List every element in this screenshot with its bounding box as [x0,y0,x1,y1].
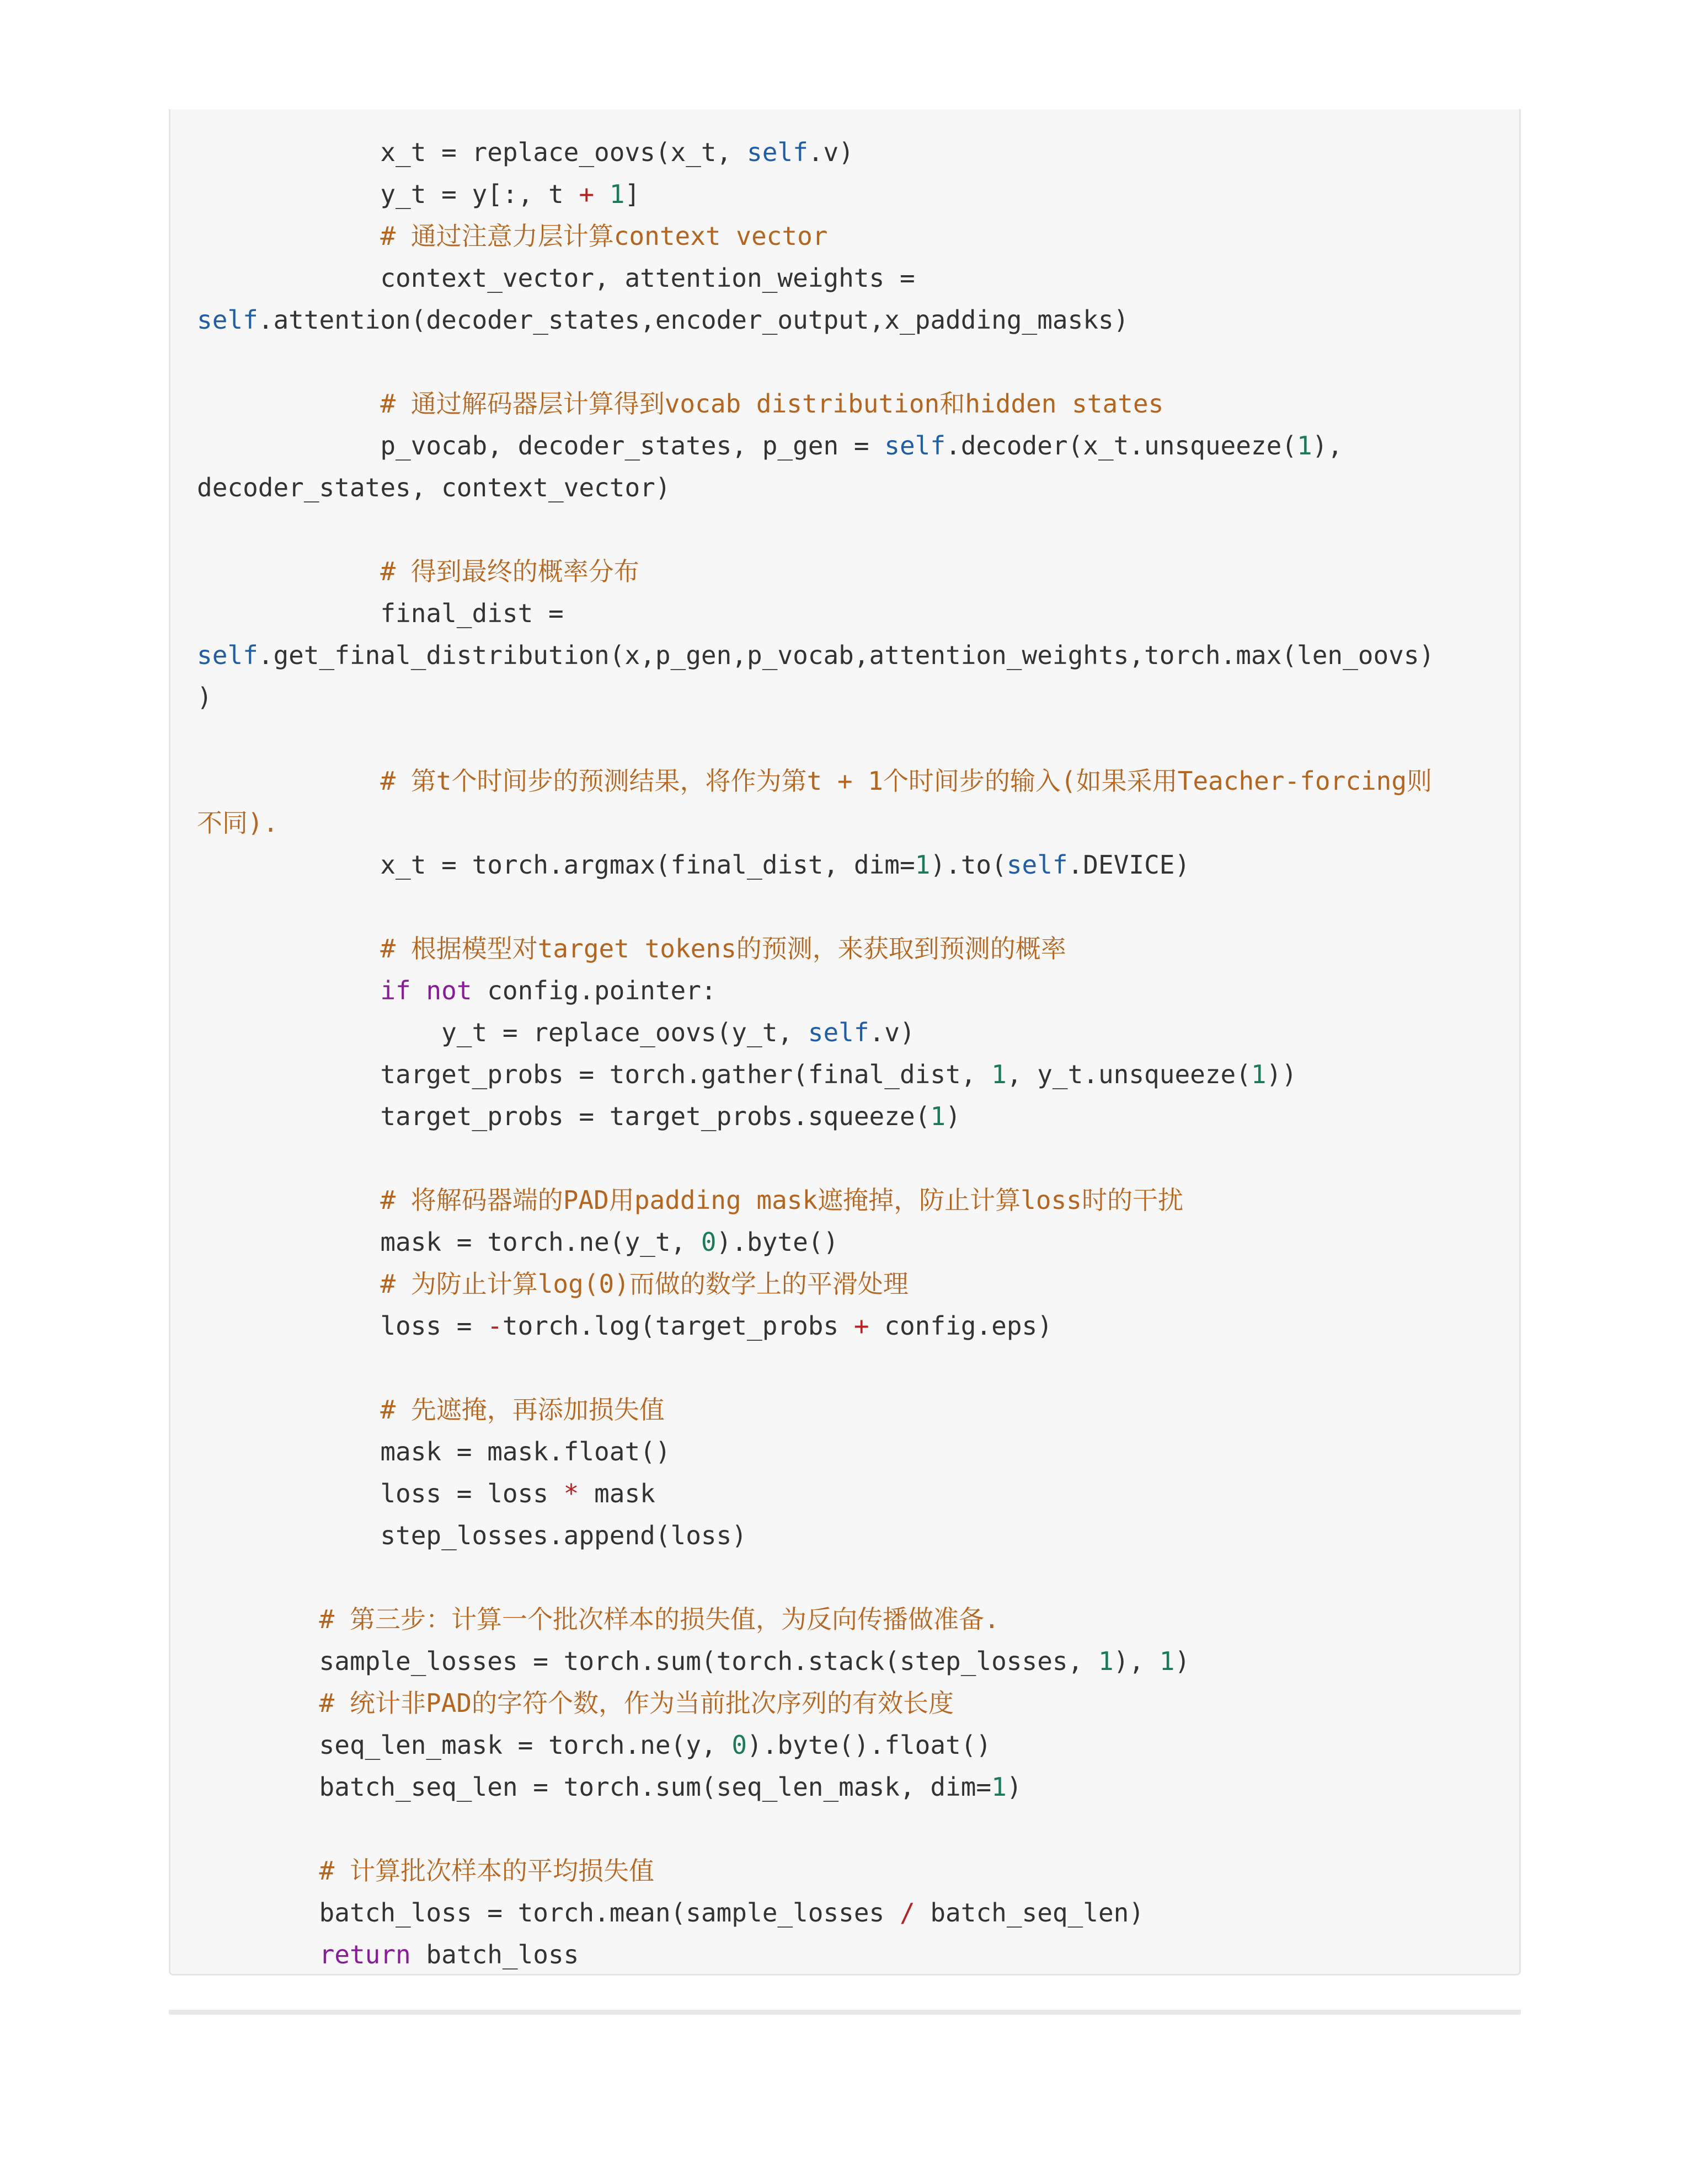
code-token: 1 [1159,1646,1175,1676]
code-token: 0 [731,1730,747,1760]
code-token: return [319,1940,411,1969]
code-token: PAD [425,1688,472,1718]
code-token: self [808,1018,869,1047]
code-token: 先遮掩，再添加损失值 [410,1395,665,1425]
code-token: 第 [410,766,436,796]
code-line [197,1473,655,1514]
code-line [197,550,639,592]
code-token: 时的干扰 [1081,1185,1183,1215]
code-token: + [853,1311,869,1341]
code-token: final_dist = [197,598,564,628]
code-token: x_t = replace_oovs(x_t, [197,137,747,167]
code-token: ) [946,1101,961,1131]
code-token: 1 [930,1101,946,1131]
code-token: 不同 [197,808,248,838]
code-token: config.eps) [869,1311,1053,1341]
code-line [197,425,1343,467]
code-token: self [197,640,258,670]
code-token: loss = [197,1311,488,1341]
code-line [197,1431,671,1473]
code-token: self [1006,850,1068,880]
code-token: 得到最终的概率分布 [410,556,639,586]
code-token: .decoder(x_t.unsqueeze( [946,431,1297,461]
code-token: 用 [608,1185,634,1215]
code-line [197,928,1066,970]
code-token: padding mask [634,1185,818,1215]
code-token: .v) [869,1018,915,1047]
code-token [197,976,380,1005]
code-token: 1 [915,850,931,880]
code-token: seq_len_mask = torch.ne(y, [197,1730,732,1760]
code-line [197,1095,961,1137]
code-token: .DEVICE) [1067,850,1190,880]
code-token: ) [1174,1646,1190,1676]
code-line [197,802,278,844]
code-token: Teacher-forcing [1177,766,1407,796]
code-token: ).to( [930,850,1007,880]
code-token: ), [1113,1646,1160,1676]
code-token: # [197,766,411,796]
code-token [197,1940,319,1969]
code-token: ).byte() [716,1227,839,1257]
code-token: 根据模型对 [410,934,538,963]
code-token: log(0) [537,1269,629,1299]
code-line [197,1892,1144,1934]
code-token: # [197,1604,350,1634]
code-token: . [984,1604,1000,1634]
code-line [197,173,640,215]
code-token: decoder_states, context_vector) [197,473,671,502]
code-line [197,760,1432,802]
code-line [197,1179,1183,1221]
code-token: ).byte().float() [747,1730,992,1760]
code-token: self [884,431,946,461]
code-token: + [579,179,595,209]
code-token: 通过注意力层计算 [410,221,614,251]
horizontal-divider [169,2010,1521,2015]
code-token: 计算批次样本的平均损失值 [349,1856,654,1886]
code-line [197,1934,579,1976]
code-token: batch_loss [410,1940,579,1969]
code-token: self [197,305,258,335]
code-token: mask = torch.ne(y_t, [197,1227,701,1257]
code-line [197,383,1163,425]
code-token: step_losses.append(loss) [197,1521,747,1550]
code-token: 和 [939,389,965,419]
code-block [169,109,1521,1976]
code-token: 将解码器端的 [410,1185,563,1215]
code-token: config.pointer: [472,976,717,1005]
code-token: # [197,1395,411,1425]
code-token: vocab distribution [664,389,940,419]
code-token: .get_final_distribution(x,p_gen,p_vocab,attention_weights,torch.max(len_oovs) [258,640,1435,670]
code-token: target_probs = target_probs.squeeze( [197,1101,931,1131]
code-token: torch.log(target_probs [502,1311,854,1341]
code-token: 1 [1297,431,1312,461]
code-line [197,1389,665,1431]
code-token: batch_loss = torch.mean(sample_losses [197,1898,900,1928]
code-token: self [747,137,808,167]
code-line [197,257,915,299]
code-line [197,467,671,508]
code-token: if not [380,976,472,1005]
code-token: # [197,1856,350,1886]
code-token: ), [1312,431,1343,461]
code-token: 则 [1407,766,1433,796]
code-token: 1 [991,1059,1007,1089]
code-token: 1 [991,1772,1007,1802]
code-line [197,1514,747,1556]
code-token: # [197,1269,411,1299]
code-token: 1 [1098,1646,1114,1676]
code-token: # [197,221,411,251]
code-token: context_vector, attention_weights = [197,263,915,293]
code-token: ( [1060,766,1076,796]
code-token: target tokens [537,934,736,963]
code-token: t + 1 [806,766,883,796]
code-line [197,970,717,1011]
code-line [197,131,854,173]
code-token: 0 [701,1227,717,1257]
code-line [197,634,1434,676]
code-token [594,179,610,209]
code-token: mask = mask.float() [197,1437,671,1466]
code-token: 1 [1251,1059,1267,1089]
code-token: .v) [808,137,854,167]
code-line [197,1598,1000,1640]
code-token: ) [1006,1772,1022,1802]
code-token: 如果采用 [1076,766,1178,796]
code-token: )) [1266,1059,1297,1089]
code-token: loss [1021,1185,1082,1215]
code-token: 遮掩掉，防止计算 [818,1185,1021,1215]
code-token: 的字符个数，作为当前批次序列的有效长度 [472,1688,954,1718]
code-token: hidden states [965,389,1164,419]
code-line [197,1305,1053,1347]
code-token: batch_seq_len = torch.sum(seq_len_mask, dim= [197,1772,992,1802]
code-line [197,1011,915,1053]
code-token: 统计非 [349,1688,426,1718]
code-token: # [197,1688,350,1718]
code-token: / [899,1898,915,1928]
code-line [197,299,1129,341]
code-token: # [197,556,411,586]
code-token: y_t = replace_oovs(y_t, [197,1018,808,1047]
code-line [197,215,827,257]
code-token: # [197,934,411,963]
code-line [197,1850,654,1892]
code-token: ). [248,808,279,838]
code-token: 为防止计算 [410,1269,538,1299]
code-token: batch_seq_len) [915,1898,1145,1928]
code-token: p_vocab, decoder_states, p_gen = [197,431,885,461]
code-token: x_t = torch.argmax(final_dist, dim= [197,850,915,880]
code-line [197,1724,991,1766]
code-token: 的预测，来获取到预测的概率 [736,934,1066,963]
code-line [197,1263,909,1305]
code-token: context vector [613,221,828,251]
code-token: * [563,1479,579,1508]
code-line [197,1053,1297,1095]
code-token: 个时间步的输入 [883,766,1061,796]
code-token: PAD [563,1185,609,1215]
code-line [197,676,212,718]
code-token: # [197,1185,411,1215]
code-token: t [436,766,452,796]
code-token: ) [197,682,212,712]
code-line [197,1221,838,1263]
code-token: y_t = y[:, t [197,179,579,209]
code-token: - [487,1311,503,1341]
code-token: loss = loss [197,1479,564,1508]
code-token: 个时间步的预测结果，将作为第 [451,766,807,796]
code-line [197,1766,1022,1808]
code-token: sample_losses = torch.sum(torch.stack(step_losses, [197,1646,1098,1676]
code-line [197,1640,1190,1682]
code-token: mask [579,1479,655,1508]
code-line [197,1682,954,1724]
code-token: 而做的数学上的平滑处理 [629,1269,909,1299]
code-token: , y_t.unsqueeze( [1006,1059,1251,1089]
code-line [197,844,1190,886]
code-line [197,592,564,634]
code-token: 通过解码器层计算得到 [410,389,665,419]
code-token: 第三步：计算一个批次样本的损失值，为反向传播做准备 [349,1604,984,1634]
code-token: # [197,389,411,419]
code-token: .attention(decoder_states,encoder_output,x_padding_masks) [258,305,1129,335]
code-token: ] [624,179,640,209]
code-token: target_probs = torch.gather(final_dist, [197,1059,992,1089]
code-token: 1 [609,179,625,209]
